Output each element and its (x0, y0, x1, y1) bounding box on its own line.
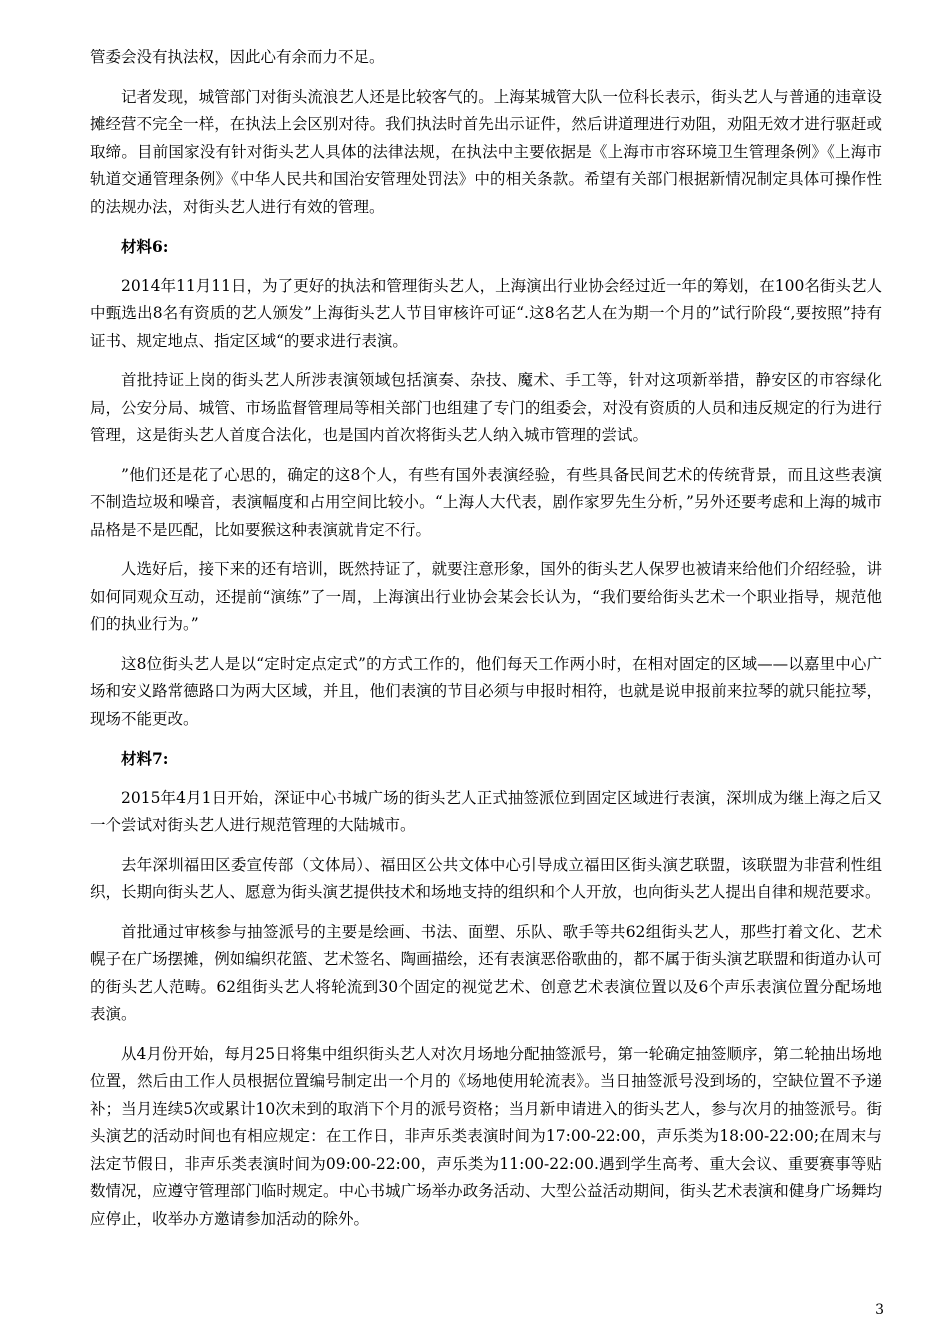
section-heading-material-7: 材料7: (121, 749, 169, 768)
page-number: 3 (875, 1302, 884, 1318)
paragraph-first-licensed-artists: 首批持证上岗的街头艺人所涉表演领域包括演奏、杂技、魔术、手工等，针对这项新举措，静安区的市容绿化局，公安分局、城管、市场监督管理局等相关部门也组建了专门的组委会，对没有资质的人员和违反规定的行为进行管理，这是街头艺人首度合法化，也是国内首次将街头艺人纳入城市管理的尝试。 (90, 371, 882, 444)
paragraph-shanghai-license: 2014年11月11日，为了更好的执法和管理街头艺人，上海演出行业协会经过近一年的筹划，在100名街头艺人中甄选出8名有资质的艺人颁发”上海街头艺人节目审核许可证“.这8名艺人在为期一个月的”试行阶段“,要按照”持有证书、规定地点、指定区域“的要求进行表演。 (90, 276, 882, 350)
paragraph-training: 人选好后，接下来的还有培训，既然持证了，就要注意形象，国外的街头艺人保罗也被请来给他们介绍经验，讲如何同观众互动，还提前“演练”了一周，上海演出行业协会某会长认为，“我们要给街头艺术一个职业指导，规范他们的执业行为。” (90, 560, 882, 633)
paragraph-shenzhen-lottery: 2015年4月1日开始，深证中心书城广场的街头艺人正式抽签派位到固定区域进行表演，深圳成为继上海之后又一个尝试对街头艺人进行规范管理的大陆城市。 (90, 788, 882, 834)
paragraph-urban-management: 记者发现，城管部门对街头流浪艺人还是比较客气的。上海某城管大队一位科长表示，街头艺人与普通的违章设摊经营不完全一样，在执法上会区别对待。我们执法时首先出示证件，然后讲道理进行劝阻，劝阻无效才进行驱赶或取缔。目前国家没有针对街头艺人具体的法律法规，在执法中主要依据是《上海市市容环境卫生管理条例》《上海市轨道交通管理条例》《中华人民共和国治安管理处罚法》中的相关条款。希望有关部门根据新情况制定具体可操作性的法规办法，对街头艺人进行有效的管理。 (90, 87, 882, 216)
paragraph-monthly-rules: 从4月份开始，每月25日将集中组织街头艺人对次月场地分配抽签派号，第一轮确定抽签顺序，第二轮抽出场地位置，然后由工作人员根据位置编号制定出一个月的《场地使用轮流表》。当日抽签派号没到场的，空缺位置不予递补；当月连续5次或累计10次未到的取消下个月的派号资格；当月新申请进入的街头艺人，参与次月的抽签派号。街头演艺的活动时间也有相应规定：在工作日，非声乐类表演时间为17:00-22:00，声乐类为18:00-22:00;在周末与法定节假日，非声乐类表演时间为09:00-22:00，声乐类为11:00-22:00.遇到学生高考、重大会议、重要赛事等贴数情况，应遵守管理部门临时规定。中心书城广场举办政务活动、大型公益活动期间，街头艺术表演和健身广场舞均应停止，收举办方邀请参加活动的除外。 (90, 1044, 882, 1228)
section-heading-material-6: 材料6: (121, 237, 169, 256)
paragraph-first-approved-groups: 首批通过审核参与抽签派号的主要是绘画、书法、面塑、乐队、歌手等共62组街头艺人，那些打着文化、艺术幌子在广场摆摊，例如编织花篮、艺术签名、陶画描绘，还有表演恶俗歌曲的，都不属于街头演艺联盟和街道办认可的街头艺人范畴。62组街头艺人将轮流到30个固定的视觉艺术、创意艺术表演位置以及6个声乐表演位置分配场地表演。 (90, 922, 882, 1023)
paragraph-futian-alliance: 去年深圳福田区委宣传部（文体局）、福田区公共文体中心引导成立福田区街头演艺联盟，该联盟为非营利性组织，长期向街头艺人、愿意为街头演艺提供技术和场地支持的组织和个人开放，也向街头艺人提出自律和规范要求。 (90, 855, 882, 901)
document-body (90, 44, 882, 1245)
paragraph-fixed-schedule: 这8位街头艺人是以“定时定点定式”的方式工作的，他们每天工作两小时，在相对固定的区域——以嘉里中心广场和安义路常德路口为两大区域，并且，他们表演的节目必须与申报时相符，也就是说申报前来拉琴的就只能拉琴，现场不能更改。 (90, 654, 882, 728)
paragraph-continuation: 管委会没有执法权，因此心有余而力不足。 (90, 48, 385, 66)
paragraph-selection-criteria: ”他们还是花了心思的，确定的这8个人，有些有国外表演经验，有些具备民间艺术的传统背景，而且这些表演不制造垃圾和噪音，表演幅度和占用空间比较小。“上海人大代表，剧作家罗先生分析，”另外还要考虑和上海的城市品格是不是匹配，比如要猴这种表演就肯定不行。 (90, 465, 882, 539)
